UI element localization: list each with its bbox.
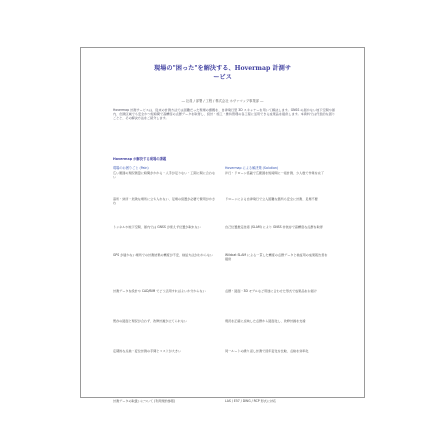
- pain-cell-1: 広い範囲の現況測量に時間がかかる・人手が足りない・工期に間に合わない: [113, 171, 216, 179]
- pain-cell-7: 定期的な点検・変位計測の手間とコストが大きい: [113, 349, 182, 353]
- abstract-paragraph: Hovermap 計測サービスは、従来の計測方法では困難だった現場の課題を、自律飛行型 3D スキャナーを用いて解決します。GNSS の届かない地下空間や屋内、危険区域でも安全かつ短時間で高精度の点群データを取得し、設計・施工・維持管理の各工程に活用できる成果品を提供します。本資料では代表的な困りごとと、その解決方法をご紹介します。: [113, 108, 335, 120]
- solution-cell-2: ドローンによる自律飛行で立入困難な箇所も安全に計測、足場不要: [225, 197, 318, 201]
- solution-cell-3: 自己位置推定技術 (SLAM) により GNSS 非依存で高精度な点群を取得: [225, 225, 323, 229]
- footer-note-left: 計測データの取扱いについて (利用規約参照): [113, 399, 176, 403]
- solution-cell-1: 歩行・ドローン搭載で広範囲を短時間に一括計測、少人数で作業を完了: [225, 171, 324, 175]
- pain-cell-2: 高所・狭所・危険な場所に立ち入れない、足場の設置が必要で費用がかさむ: [113, 197, 216, 205]
- solution-cell-4: Wildcat SLAM による一貫した精度の点群データと検証用の成果報告書を提供: [225, 253, 328, 261]
- title-line-2: ービス: [213, 74, 232, 81]
- left-column-header: 現場のお困りごと (Pain): [113, 166, 149, 170]
- solution-cell-7: 同一ルートの繰り返し計測で経年変化を比較、点検を効率化: [225, 349, 309, 353]
- solution-cell-5: 点群・図面・3D モデルなど用途に合わせた形式で成果品をお届け: [225, 289, 317, 293]
- pain-cell-6: 既存の図面と現況が合わず、改修計画が立てられない: [113, 319, 188, 323]
- section-title: Hovermap が解決する現場の課題: [113, 157, 167, 161]
- title-line-1: 現場の"困った"を解決する、Hovermap 計測サ: [153, 65, 292, 72]
- footer-note-right: LAS / E57 / DWG / RCP 形式に対応: [225, 399, 277, 403]
- pain-cell-5: 計測データを設計や CAD/BIM でどう活用すればよいか分からない: [113, 289, 206, 293]
- right-column-header: Hovermap による解決策 (Solution): [225, 166, 279, 170]
- authors-line: ― 社員 / 部署 / 工程 / 株式会社 ホヴァマップ事業部 ―: [181, 99, 264, 103]
- solution-cell-6: 現況を正確に反映した点群から図面化し、改修計画を支援: [225, 319, 306, 323]
- document-page: [80, 47, 365, 403]
- page-title: [89, 64, 356, 82]
- pain-cell-3: トンネルや地下空間、屋内では GNSS が使えず位置が取れない: [113, 225, 201, 229]
- pain-cell-4: GPS が届かない場所での計測結果の精度が不安、検証方法がわからない: [113, 253, 214, 257]
